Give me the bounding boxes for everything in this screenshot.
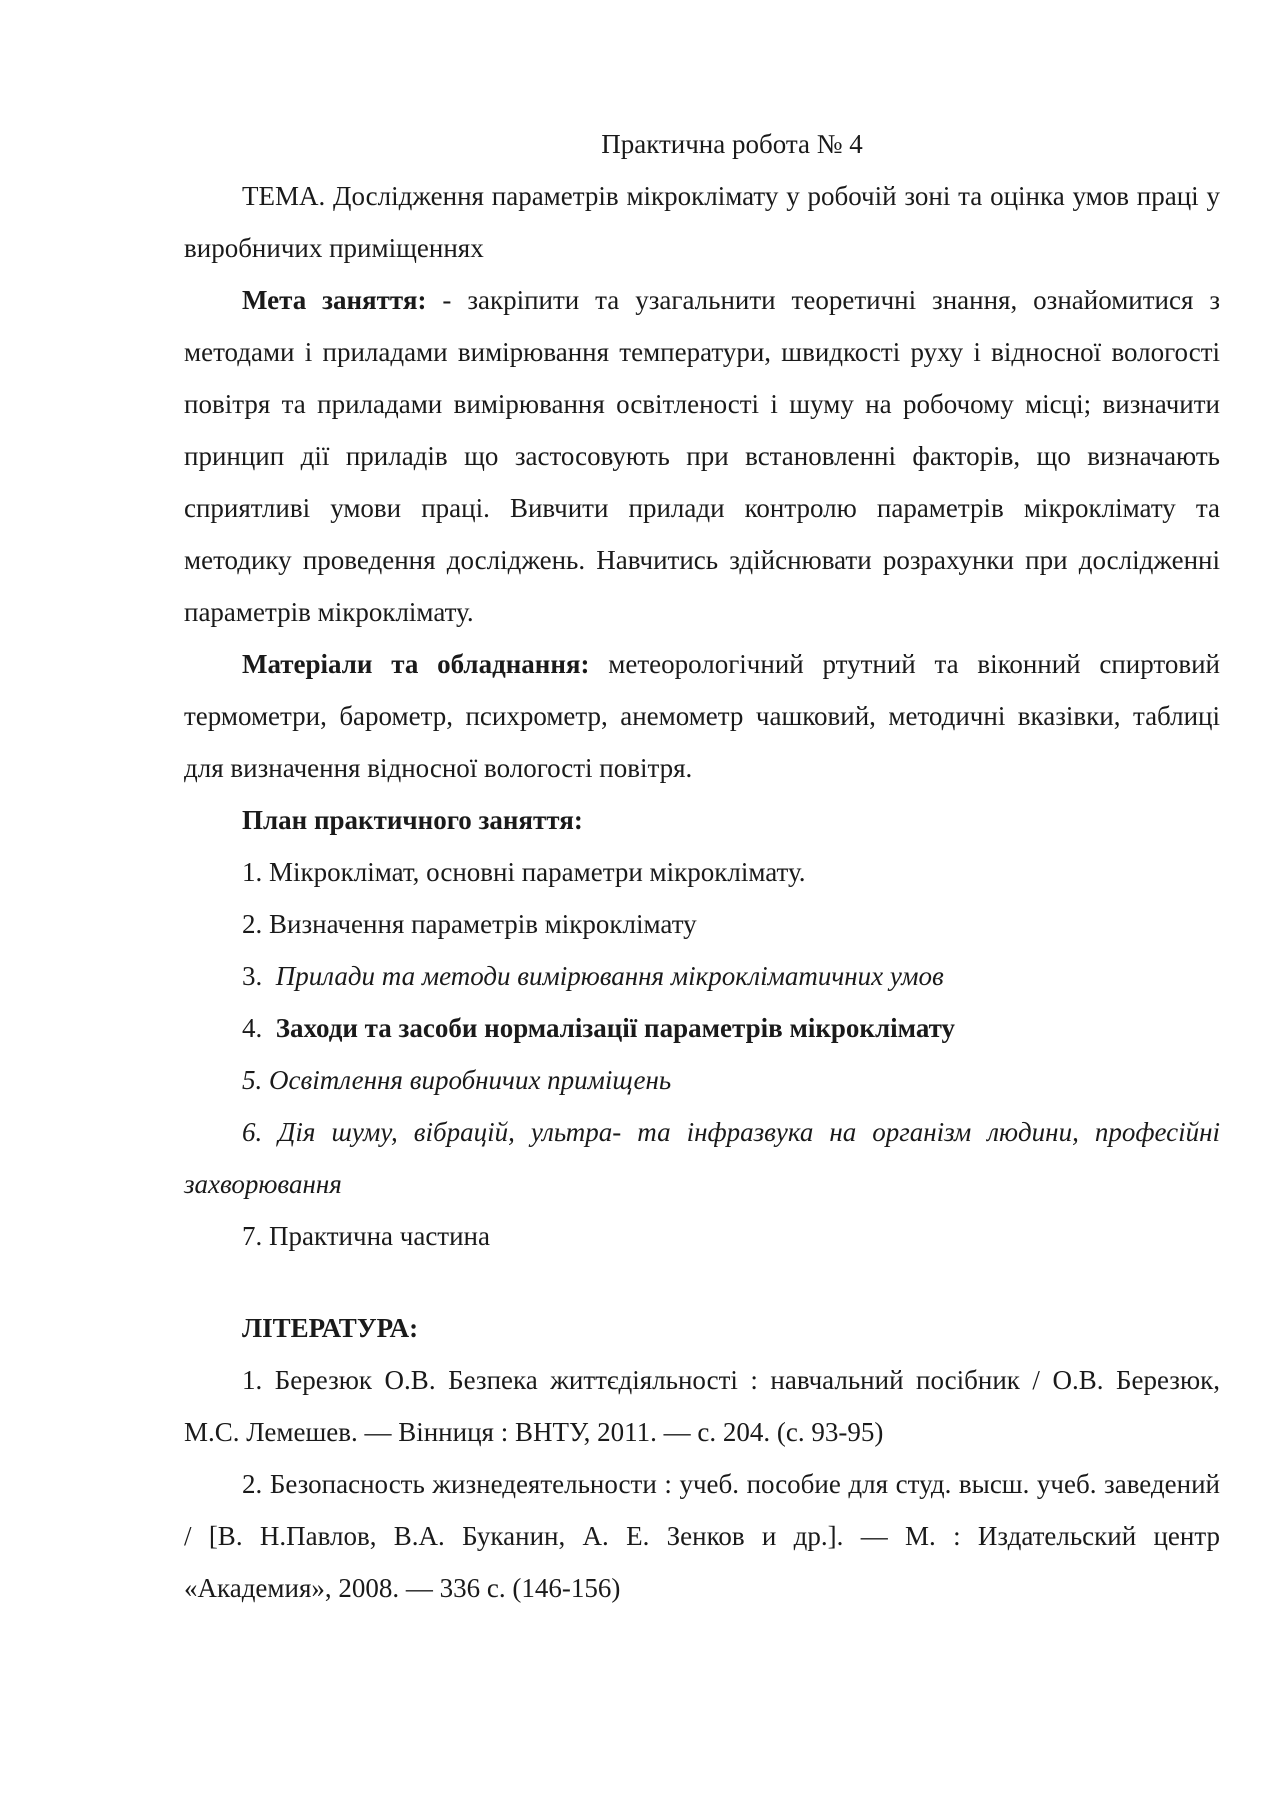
plan-item: 1. Мікроклімат, основні параметри мікроклімату. xyxy=(242,857,806,887)
materials-paragraph xyxy=(184,638,1220,794)
materials-text: метеорологічний ртутний та віконний спиртовий термометри, барометр, психрометр, анемометр чашковий, методичні вказівки, таблиці для визначення відносної вологості повітря. xyxy=(184,649,1220,783)
literature-item: 2. Безопасность жизнедеятельности : учеб. пособие для студ. высш. учеб. заведений / [В. Н.Павлов, В.А. Буканин, А. Е. Зенков и др.]. — М. : Издательский центр «Академия», 2008. — 336 с. (146-156) xyxy=(184,1469,1220,1603)
literature-heading: ЛІТЕРАТУРА: xyxy=(242,1313,419,1343)
plan-item: 3. Прилади та методи вимірювання мікрокліматичних умов xyxy=(242,961,944,991)
document-page xyxy=(184,118,1220,1614)
spacer xyxy=(184,1262,1220,1302)
plan-item: 5. Освітлення виробничих приміщень xyxy=(242,1065,672,1095)
plan-heading: План практичного заняття: xyxy=(242,805,583,835)
theme-paragraph: ТЕМА. Дослідження параметрів мікроклімату у робочій зоні та оцінка умов праці у виробничих приміщеннях xyxy=(184,181,1220,263)
plan-item: 7. Практична частина xyxy=(242,1221,490,1251)
plan-item: 2. Визначення параметрів мікроклімату xyxy=(242,909,697,939)
plan-item: 4. Заходи та засоби нормалізації параметрів мікроклімату xyxy=(242,1013,956,1043)
plan-item: 6. Дія шуму, вібрацій, ультра- та інфразвука на організм людини, професійні захворювання xyxy=(184,1117,1220,1199)
literature-item: 1. Березюк О.В. Безпека життєдіяльності : навчальний посібник / О.В. Березюк, М.С. Лемешев. — Вінниця : ВНТУ, 2011. — с. 204. (с. 93-95) xyxy=(184,1365,1220,1447)
goal-label: Мета заняття: xyxy=(242,285,427,315)
document-title: Практична робота № 4 xyxy=(601,129,863,159)
goal-text: - закріпити та узагальнити теоретичні знання, ознайомитися з методами і приладами вимірювання температури, швидкості руху і відносної вологості повітря та приладами вимірювання освітленості і шуму на робочому місці; визначити принцип дії приладів що застосовують при встановленні факторів, що визначають сприятливі умови праці. Вивчити прилади контролю параметрів мікроклімату та методику проведення досліджень. Навчитись здійснювати розрахунки при дослідженні параметрів мікроклімату. xyxy=(184,285,1220,627)
goal-paragraph xyxy=(184,274,1220,638)
materials-label: Матеріали та обладнання: xyxy=(242,649,590,679)
